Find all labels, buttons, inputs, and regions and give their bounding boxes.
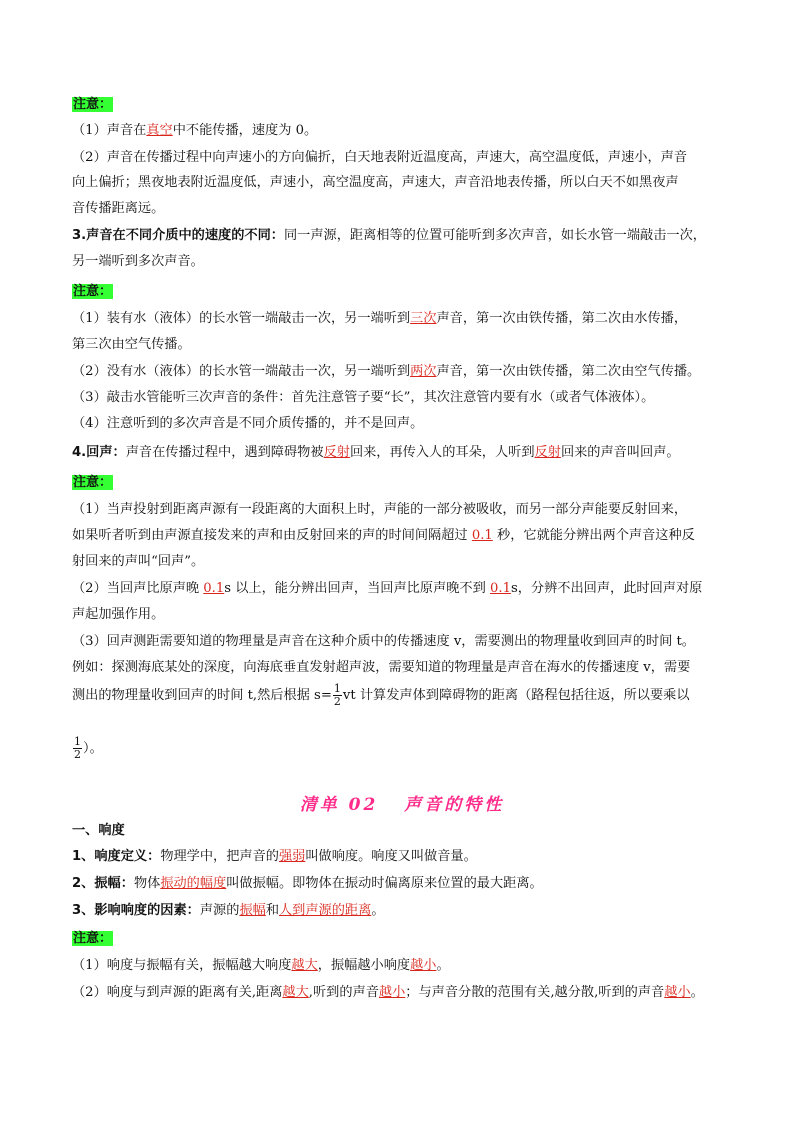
note-item: （1）装有水（液体）的长水管一端敲击一次，另一端听到三次声音，第一次由铁传播，第二次由水传播， bbox=[72, 311, 688, 326]
note-item-cont: 第三次由空气传播。 bbox=[72, 337, 191, 352]
definition-item: 1、响度定义：物理学中，把声音的强弱叫做响度。响度又叫做音量。 bbox=[72, 849, 477, 864]
fraction: $\frac{1}{2}$ bbox=[74, 735, 81, 761]
note-item: （2）响度与到声源的距离有关,距离越大,听到的声音越小；与声音分散的范围有关,越分散,听到的声音越小。 bbox=[72, 985, 704, 1000]
note-item-cont: 例如：探测海底某处的深度，向海底垂直发射超声波，需要知道的物理量是声音在海水的传播速度 v，需要 bbox=[72, 660, 691, 675]
definition-item: 3、影响响度的因素：声源的振幅和人到声源的距离。 bbox=[72, 903, 385, 918]
note-label: 注意： bbox=[73, 931, 113, 946]
note-item: （4）注意听到的多次声音是不同介质传播的，并不是回声。 bbox=[72, 416, 424, 431]
note-item: （2）没有水（液体）的长水管一端敲击一次，另一端听到两次声音，第一次由铁传播，第二次由空气传播。 bbox=[72, 364, 701, 379]
note-item-cont: 向上偏折；黑夜地表附近温度低，声速小，高空温度高，声速大，声音沿地表传播，所以白天不如黑夜声 bbox=[72, 175, 679, 190]
note-item-cont: $\frac{1}{2}$ ）。 bbox=[74, 735, 103, 761]
note-item-cont: 如果听者听到由声源直接发来的声和由反射回来的声的时间间隔超过 0.1 秒，它就能分辨出两个声音这种反 bbox=[72, 528, 695, 543]
subsection-heading: 一、响度 bbox=[72, 823, 125, 838]
note-item-cont: 射回来的声叫“回声”。 bbox=[72, 554, 205, 569]
note-item: （1）响度与振幅有关，振幅越大响度越大，振幅越小响度越小。 bbox=[72, 958, 450, 973]
section-4-paragraph: 4.回声：声音在传播过程中，遇到障碍物被反射回来，再传入人的耳朵，人听到反射回来的声音叫回声。 bbox=[72, 445, 680, 460]
note-label: 注意： bbox=[73, 284, 113, 299]
definition-item: 2、振幅：物体振动的幅度叫做振幅。即物体在振动时偏离原来位置的最大距离。 bbox=[72, 876, 543, 891]
note-item: （2）当回声比原声晚 0.1s 以上，能分辨出回声，当回声比原声晚不到 0.1s，分辨不出回声，此时回声对原 bbox=[72, 581, 703, 596]
note-item-cont: 测出的物理量收到回声的时间 t,然后根据 s= $\frac{1}{2}$ vt 计算发声体到障碍物的距离（路程包括往返，所以要乘以 bbox=[72, 682, 690, 708]
note-label: 注意： bbox=[73, 475, 113, 490]
section-3-paragraph: 3.声音在不同介质中的速度的不同：同一声源，距离相等的位置可能听到多次声音，如长水管一端敲击一次， bbox=[72, 228, 706, 243]
note-label: 注意： bbox=[73, 97, 113, 112]
note-item: （3）敲击水管能听三次声音的条件：首先注意管子要“长”，其次注意管内要有水（或者气体液体）。 bbox=[72, 390, 655, 405]
note-item: （3）回声测距需要知道的物理量是声音在这种介质中的传播速度 v，需要测出的物理量收到回声的时间 t。 bbox=[72, 634, 695, 649]
fraction: $\frac{1}{2}$ bbox=[333, 682, 341, 708]
note-item: （2）声音在传播过程中向声速小的方向偏折，白天地表附近温度高，声速大，高空温度低，声速小，声音 bbox=[72, 150, 688, 165]
section-heading: 清单 02 声音的特性 bbox=[299, 795, 505, 815]
note-item-cont: 音传播距离远。 bbox=[72, 201, 165, 216]
note-item: （1）声音在真空中不能传播，速度为 0。 bbox=[72, 123, 318, 138]
note-item: （1）当声投射到距离声源有一段距离的大面积上时，声能的一部分被吸收，而另一部分声能要反射回来， bbox=[72, 502, 688, 517]
note-item-cont: 声起加强作用。 bbox=[72, 607, 165, 622]
section-3-paragraph-cont: 另一端听到多次声音。 bbox=[72, 254, 204, 269]
